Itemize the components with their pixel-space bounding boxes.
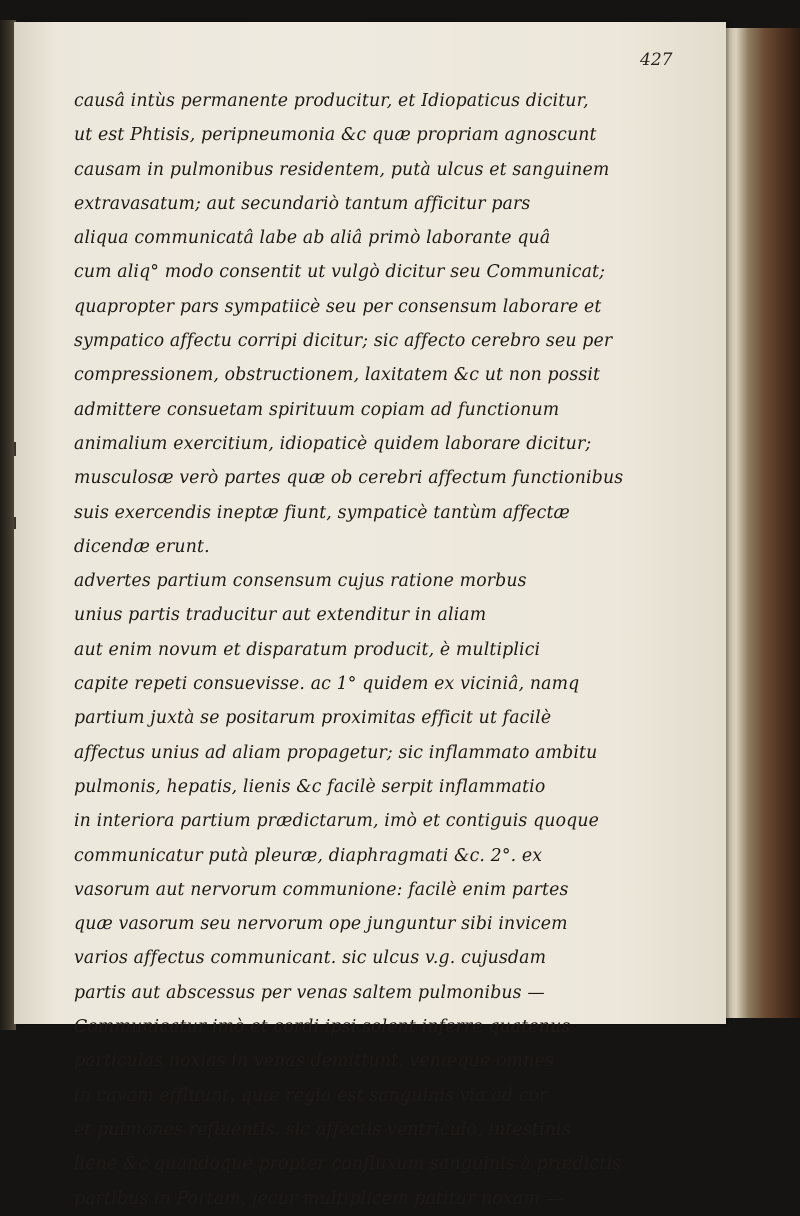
text-line: animalium exercitium, idiopaticè quidem laborare dicitur; [74, 433, 592, 454]
text-line: admittere consuetam spirituum copiam ad functionum [74, 399, 560, 420]
handwritten-text-block [74, 84, 644, 1216]
text-line: partibus in Portam, jecur multiplicem patitur noxam — [74, 1188, 563, 1209]
text-line: in interiora partium prædictarum, imò et contiguis quoque [74, 811, 599, 832]
text-line: vasorum aut nervorum communione: facilè enim partes [74, 879, 569, 900]
text-line: varios affectus communicant. sic ulcus v.g. cujusdam [74, 948, 547, 969]
text-line: affectus unius ad aliam propagetur; sic inflammato ambitu [74, 742, 598, 763]
text-line: in cavam effluunt, quæ regia est sanguinis via ad cor [74, 1085, 548, 1106]
text-line: advertes partium consensum cujus ratione morbus [74, 571, 527, 592]
text-line: particulas noxias in venas demittunt, venæque omnes [74, 1051, 554, 1072]
text-line: pulmonis, hepatis, lienis &c facilè serpit inflammatio [74, 776, 546, 797]
text-line: unius partis traducitur aut extenditur in aliam [74, 605, 487, 626]
text-line: causam in pulmonibus residentem, putà ulcus et sanguinem [74, 159, 610, 180]
text-line: dicendæ erunt. [74, 536, 210, 557]
text-line: suis exercendis ineptæ fiunt, sympaticè tantùm affectæ [74, 502, 570, 523]
text-line: partium juxtà se positarum proximitas efficit ut facilè [74, 708, 552, 729]
text-line: causâ intùs permanente producitur, et Idiopaticus dicitur, [74, 91, 589, 111]
text-line: liene &c quandoque propter confluxum sanguinis à prædictis [74, 1154, 622, 1175]
folio-number: 427 [640, 50, 673, 70]
text-line: cum aliq° modo consentit ut vulgò dicitur seu Communicat; [74, 262, 606, 283]
text-line: communicatur putà pleuræ, diaphragmati &c. 2°. ex [74, 845, 543, 866]
text-line: Communicatur imò et cordi ipsi solent inferre quatenus [74, 1017, 571, 1038]
text-line: et pulmones refluentis. sic affectis ventriculo, intestinis [74, 1119, 571, 1140]
text-line: quæ vasorum seu nervorum ope junguntur sibi invicem [74, 914, 568, 935]
book-fore-edge [722, 28, 800, 1018]
text-line: extravasatum; aut secundariò tantum afficitur pars [74, 193, 531, 214]
text-line: sympatico affectu corripi dicitur; sic affecto cerebro seu per [74, 331, 613, 352]
text-line: quapropter pars sympatiicè seu per consensum laborare et [74, 296, 602, 317]
text-line: ut est Phtisis, peripneumonia &c quæ propriam agnoscunt [74, 125, 597, 146]
text-line: aut enim novum et disparatum producit, è multiplici [74, 639, 541, 660]
text-line: aliqua communicatâ labe ab aliâ primò laborante quâ [74, 228, 551, 249]
margin-mark [14, 517, 16, 529]
text-line: capite repeti consuevisse. ac 1° quidem ex viciniâ, namq [74, 674, 580, 695]
manuscript-page [14, 22, 726, 1209]
text-line: compressionem, obstructionem, laxitatem &c ut non possit [74, 365, 601, 386]
text-line: musculosæ verò partes quæ ob cerebri affectum functionibus [74, 468, 624, 489]
text-line: partis aut abscessus per venas saltem pulmonibus — [74, 982, 545, 1003]
margin-mark [14, 442, 16, 456]
